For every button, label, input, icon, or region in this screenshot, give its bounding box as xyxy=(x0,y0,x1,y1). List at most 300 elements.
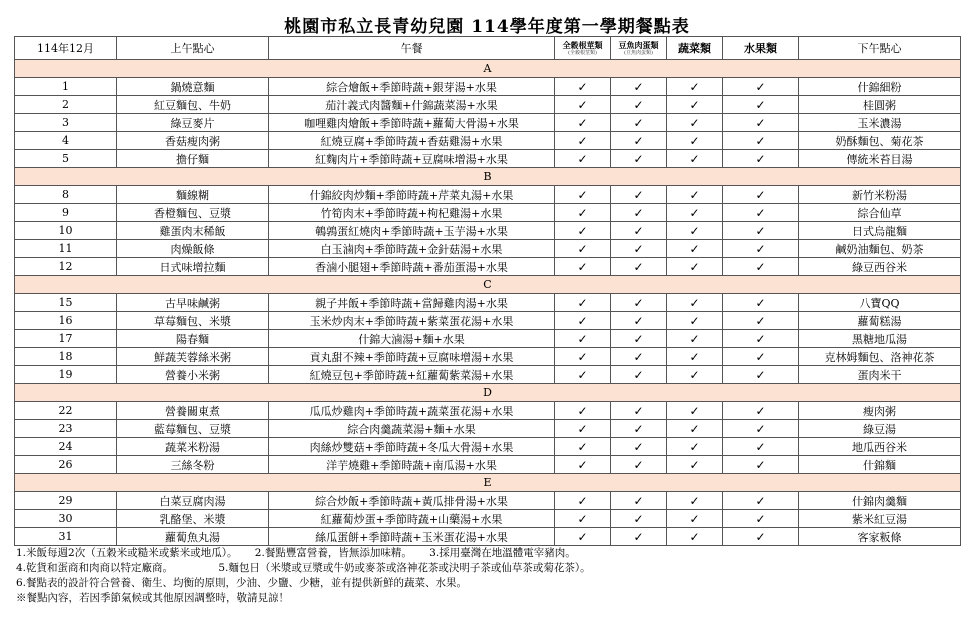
check-icon: ✓ xyxy=(755,115,766,130)
vegetable-cell xyxy=(667,294,723,312)
check-icon: ✓ xyxy=(689,151,700,166)
whole-grain-cell xyxy=(555,348,611,366)
check-icon: ✓ xyxy=(577,421,588,436)
day-number: 29 xyxy=(15,492,117,510)
whole-grain-cell xyxy=(555,420,611,438)
vegetable-cell xyxy=(667,528,723,546)
check-icon: ✓ xyxy=(689,421,700,436)
whole-grain-cell xyxy=(555,294,611,312)
protein-cell xyxy=(611,150,667,168)
day-number: 23 xyxy=(15,420,117,438)
note-5: 5.麵包日（米漿或豆漿或牛奶或麥茶或洛神花茶或決明子茶或仙草茶或菊花茶）。 xyxy=(218,562,591,574)
pm-snack-cell: 傳統米苔目湯 xyxy=(799,150,961,168)
day-number: 26 xyxy=(15,456,117,474)
check-icon: ✓ xyxy=(577,493,588,508)
check-icon: ✓ xyxy=(755,493,766,508)
lunch-cell: 玉米炒肉末+季節時蔬+紫菜蛋花湯+水果 xyxy=(269,312,555,330)
vegetable-cell xyxy=(667,132,723,150)
check-icon: ✓ xyxy=(689,115,700,130)
check-icon: ✓ xyxy=(689,403,700,418)
am-snack-cell: 陽春麵 xyxy=(117,330,269,348)
check-icon: ✓ xyxy=(689,187,700,202)
day-number: 18 xyxy=(15,348,117,366)
am-snack-cell: 鮮蔬芙蓉絲米粥 xyxy=(117,348,269,366)
protein-cell xyxy=(611,510,667,528)
notes-line-4 xyxy=(16,591,966,606)
header-row xyxy=(15,37,961,60)
fruit-cell xyxy=(723,330,799,348)
lunch-cell: 洋芋燒雞+季節時蔬+南瓜湯+水果 xyxy=(269,456,555,474)
day-number: 9 xyxy=(15,204,117,222)
header-pm-snack: 下午點心 xyxy=(799,37,961,60)
check-icon: ✓ xyxy=(577,457,588,472)
vegetable-cell xyxy=(667,222,723,240)
protein-cell xyxy=(611,492,667,510)
check-icon: ✓ xyxy=(689,241,700,256)
protein-cell xyxy=(611,204,667,222)
page-title: 桃園市私立長青幼兒園 114學年度第一學期餐點表 xyxy=(284,17,690,37)
vegetable-cell xyxy=(667,420,723,438)
vegetable-cell xyxy=(667,438,723,456)
check-icon: ✓ xyxy=(577,79,588,94)
fruit-cell xyxy=(723,258,799,276)
am-snack-cell: 鍋燒意麵 xyxy=(117,78,269,96)
protein-cell xyxy=(611,96,667,114)
protein-cell xyxy=(611,528,667,546)
lunch-cell: 紅燒豆腐+季節時蔬+香菇雞湯+水果 xyxy=(269,132,555,150)
am-snack-cell: 綠豆麥片 xyxy=(117,114,269,132)
pm-snack-cell: 玉米濃湯 xyxy=(799,114,961,132)
am-snack-cell: 營養小米粥 xyxy=(117,366,269,384)
day-number: 17 xyxy=(15,330,117,348)
day-number: 19 xyxy=(15,366,117,384)
lunch-cell: 肉絲炒雙菇+季節時蔬+冬瓜大骨湯+水果 xyxy=(269,438,555,456)
day-number: 2 xyxy=(15,96,117,114)
day-number: 8 xyxy=(15,186,117,204)
header-month: 114年12月 xyxy=(15,37,117,60)
check-icon: ✓ xyxy=(755,403,766,418)
check-icon: ✓ xyxy=(755,187,766,202)
note-3: 3.採用臺灣在地溫體電宰豬肉。 xyxy=(429,547,576,559)
lunch-cell: 竹筍肉末+季節時蔬+枸杞雞湯+水果 xyxy=(269,204,555,222)
week-label: D xyxy=(15,384,961,402)
check-icon: ✓ xyxy=(755,97,766,112)
check-icon: ✓ xyxy=(755,295,766,310)
check-icon: ✓ xyxy=(577,97,588,112)
check-icon: ✓ xyxy=(755,457,766,472)
lunch-cell: 什錦絞肉炒麵+季節時蔬+芹菜丸湯+水果 xyxy=(269,186,555,204)
day-number: 10 xyxy=(15,222,117,240)
week-row xyxy=(15,60,961,78)
fruit-cell xyxy=(723,132,799,150)
check-icon: ✓ xyxy=(755,259,766,274)
check-icon: ✓ xyxy=(577,439,588,454)
week-row xyxy=(15,168,961,186)
vegetable-cell xyxy=(667,258,723,276)
vegetable-cell xyxy=(667,330,723,348)
check-icon: ✓ xyxy=(633,295,644,310)
check-icon: ✓ xyxy=(577,367,588,382)
check-icon: ✓ xyxy=(633,187,644,202)
check-icon: ✓ xyxy=(755,151,766,166)
check-icon: ✓ xyxy=(577,115,588,130)
day-row xyxy=(15,150,961,168)
lunch-cell: 白玉滷肉+季節時蔬+金針菇湯+水果 xyxy=(269,240,555,258)
vegetable-cell xyxy=(667,312,723,330)
vegetable-cell xyxy=(667,78,723,96)
check-icon: ✓ xyxy=(577,313,588,328)
lunch-cell: 香滷小腿翅+季節時蔬+番茄蛋湯+水果 xyxy=(269,258,555,276)
pm-snack-cell: 桂圓粥 xyxy=(799,96,961,114)
check-icon: ✓ xyxy=(755,529,766,544)
fruit-cell xyxy=(723,528,799,546)
header-whole-grain-note: (全穀根莖類) xyxy=(568,50,597,56)
whole-grain-cell xyxy=(555,528,611,546)
am-snack-cell: 香橙麵包、豆漿 xyxy=(117,204,269,222)
protein-cell xyxy=(611,348,667,366)
lunch-cell: 綜合燴飯+季節時蔬+銀芽湯+水果 xyxy=(269,78,555,96)
check-icon: ✓ xyxy=(689,511,700,526)
fruit-cell xyxy=(723,294,799,312)
protein-cell xyxy=(611,258,667,276)
fruit-cell xyxy=(723,240,799,258)
day-row xyxy=(15,78,961,96)
check-icon: ✓ xyxy=(633,367,644,382)
header-whole-grain-label: 全穀根莖類 xyxy=(562,40,603,50)
pm-snack-cell: 日式烏龍麵 xyxy=(799,222,961,240)
check-icon: ✓ xyxy=(577,295,588,310)
note-4: 4.乾貨和蛋商和肉商以特定廠商。 xyxy=(16,562,174,574)
vegetable-cell xyxy=(667,492,723,510)
pm-snack-cell: 紫米紅豆湯 xyxy=(799,510,961,528)
check-icon: ✓ xyxy=(755,205,766,220)
check-icon: ✓ xyxy=(689,493,700,508)
day-number: 3 xyxy=(15,114,117,132)
check-icon: ✓ xyxy=(689,313,700,328)
whole-grain-cell xyxy=(555,186,611,204)
check-icon: ✓ xyxy=(633,439,644,454)
day-row xyxy=(15,492,961,510)
check-icon: ✓ xyxy=(633,457,644,472)
note-7: ※餐點內容，若因季節氣候或其他原因調整時，敬請見諒！ xyxy=(16,592,289,604)
pm-snack-cell: 鹹奶油麵包、奶茶 xyxy=(799,240,961,258)
header-protein xyxy=(611,37,667,60)
pm-snack-cell: 黑糖地瓜湯 xyxy=(799,330,961,348)
protein-cell xyxy=(611,294,667,312)
pm-snack-cell: 什錦肉羹麵 xyxy=(799,492,961,510)
vegetable-cell xyxy=(667,204,723,222)
pm-snack-cell: 新竹米粉湯 xyxy=(799,186,961,204)
check-icon: ✓ xyxy=(633,511,644,526)
check-icon: ✓ xyxy=(689,259,700,274)
fruit-cell xyxy=(723,186,799,204)
lunch-cell: 絲瓜蛋餅+季節時蔬+玉米蛋花湯+水果 xyxy=(269,528,555,546)
day-row xyxy=(15,330,961,348)
check-icon: ✓ xyxy=(689,439,700,454)
check-icon: ✓ xyxy=(577,403,588,418)
protein-cell xyxy=(611,330,667,348)
whole-grain-cell xyxy=(555,456,611,474)
day-row xyxy=(15,204,961,222)
week-label: E xyxy=(15,474,961,492)
day-row xyxy=(15,510,961,528)
day-row xyxy=(15,240,961,258)
day-row xyxy=(15,294,961,312)
check-icon: ✓ xyxy=(577,511,588,526)
whole-grain-cell xyxy=(555,204,611,222)
fruit-cell xyxy=(723,366,799,384)
check-icon: ✓ xyxy=(755,421,766,436)
lunch-cell: 鵪鶉蛋紅燒肉+季節時蔬+玉芋湯+水果 xyxy=(269,222,555,240)
whole-grain-cell xyxy=(555,402,611,420)
fruit-cell xyxy=(723,438,799,456)
protein-cell xyxy=(611,114,667,132)
check-icon: ✓ xyxy=(689,97,700,112)
lunch-cell: 貢丸甜不辣+季節時蔬+豆腐味增湯+水果 xyxy=(269,348,555,366)
check-icon: ✓ xyxy=(577,133,588,148)
whole-grain-cell xyxy=(555,366,611,384)
note-2: 2.餐點豐富營養，皆無添加味精。 xyxy=(254,547,412,559)
pm-snack-cell: 綜合仙草 xyxy=(799,204,961,222)
check-icon: ✓ xyxy=(755,241,766,256)
protein-cell xyxy=(611,78,667,96)
day-row xyxy=(15,366,961,384)
fruit-cell xyxy=(723,222,799,240)
day-row xyxy=(15,114,961,132)
check-icon: ✓ xyxy=(633,151,644,166)
whole-grain-cell xyxy=(555,492,611,510)
menu-body xyxy=(15,60,961,546)
day-number: 11 xyxy=(15,240,117,258)
notes-line-1 xyxy=(16,546,966,561)
pm-snack-cell: 綠豆湯 xyxy=(799,420,961,438)
day-number: 24 xyxy=(15,438,117,456)
check-icon: ✓ xyxy=(633,223,644,238)
whole-grain-cell xyxy=(555,114,611,132)
lunch-cell: 紅麴肉片+季節時蔬+豆腐味增湯+水果 xyxy=(269,150,555,168)
day-row xyxy=(15,348,961,366)
am-snack-cell: 香菇瘦肉粥 xyxy=(117,132,269,150)
header-whole-grain xyxy=(555,37,611,60)
vegetable-cell xyxy=(667,96,723,114)
fruit-cell xyxy=(723,150,799,168)
am-snack-cell: 乳酪堡、米漿 xyxy=(117,510,269,528)
day-number: 1 xyxy=(15,78,117,96)
day-number: 15 xyxy=(15,294,117,312)
lunch-cell: 瓜瓜炒雞肉+季節時蔬+蔬菜蛋花湯+水果 xyxy=(269,402,555,420)
day-number: 12 xyxy=(15,258,117,276)
day-row xyxy=(15,132,961,150)
week-label: A xyxy=(15,60,961,78)
whole-grain-cell xyxy=(555,78,611,96)
check-icon: ✓ xyxy=(633,421,644,436)
vegetable-cell xyxy=(667,186,723,204)
protein-cell xyxy=(611,438,667,456)
protein-cell xyxy=(611,402,667,420)
check-icon: ✓ xyxy=(755,223,766,238)
check-icon: ✓ xyxy=(633,529,644,544)
am-snack-cell: 蔬菜米粉湯 xyxy=(117,438,269,456)
week-row xyxy=(15,384,961,402)
check-icon: ✓ xyxy=(633,241,644,256)
check-icon: ✓ xyxy=(633,115,644,130)
lunch-cell: 親子丼飯+季節時蔬+當歸雞肉湯+水果 xyxy=(269,294,555,312)
day-row xyxy=(15,96,961,114)
check-icon: ✓ xyxy=(755,313,766,328)
lunch-cell: 紅燒豆包+季節時蔬+紅蘿蔔紫菜湯+水果 xyxy=(269,366,555,384)
header-vegetable: 蔬菜類 xyxy=(667,37,723,60)
am-snack-cell: 擔仔麵 xyxy=(117,150,269,168)
lunch-cell: 紅蘿蔔炒蛋+季節時蔬+山藥湯+水果 xyxy=(269,510,555,528)
check-icon: ✓ xyxy=(689,457,700,472)
protein-cell xyxy=(611,186,667,204)
header-lunch: 午餐 xyxy=(269,37,555,60)
check-icon: ✓ xyxy=(755,511,766,526)
pm-snack-cell: 綠豆西谷米 xyxy=(799,258,961,276)
pm-snack-cell: 克林姆麵包、洛神花茶 xyxy=(799,348,961,366)
whole-grain-cell xyxy=(555,330,611,348)
check-icon: ✓ xyxy=(577,331,588,346)
day-row xyxy=(15,402,961,420)
day-row xyxy=(15,456,961,474)
whole-grain-cell xyxy=(555,510,611,528)
lunch-cell: 什錦大滷湯+麵+水果 xyxy=(269,330,555,348)
notes-line-2 xyxy=(16,561,966,576)
pm-snack-cell: 蘿蔔糕湯 xyxy=(799,312,961,330)
am-snack-cell: 三絲冬粉 xyxy=(117,456,269,474)
check-icon: ✓ xyxy=(577,529,588,544)
check-icon: ✓ xyxy=(633,313,644,328)
week-row xyxy=(15,474,961,492)
fruit-cell xyxy=(723,510,799,528)
protein-cell xyxy=(611,222,667,240)
vegetable-cell xyxy=(667,348,723,366)
am-snack-cell: 草莓麵包、米漿 xyxy=(117,312,269,330)
menu-table xyxy=(14,36,961,546)
protein-cell xyxy=(611,366,667,384)
am-snack-cell: 白菜豆腐肉湯 xyxy=(117,492,269,510)
check-icon: ✓ xyxy=(577,259,588,274)
check-icon: ✓ xyxy=(633,205,644,220)
am-snack-cell: 肉燥飯條 xyxy=(117,240,269,258)
check-icon: ✓ xyxy=(577,187,588,202)
check-icon: ✓ xyxy=(755,331,766,346)
check-icon: ✓ xyxy=(633,133,644,148)
check-icon: ✓ xyxy=(755,367,766,382)
check-icon: ✓ xyxy=(689,133,700,148)
check-icon: ✓ xyxy=(577,205,588,220)
check-icon: ✓ xyxy=(689,367,700,382)
check-icon: ✓ xyxy=(577,349,588,364)
check-icon: ✓ xyxy=(633,79,644,94)
check-icon: ✓ xyxy=(633,493,644,508)
check-icon: ✓ xyxy=(633,331,644,346)
check-icon: ✓ xyxy=(689,349,700,364)
note-1: 1.米飯每週2次（五穀米或糙米或紫米或地瓜）。 xyxy=(16,547,238,559)
pm-snack-cell: 地瓜西谷米 xyxy=(799,438,961,456)
check-icon: ✓ xyxy=(633,97,644,112)
whole-grain-cell xyxy=(555,96,611,114)
notes-line-3 xyxy=(16,576,966,591)
check-icon: ✓ xyxy=(633,259,644,274)
day-row xyxy=(15,528,961,546)
pm-snack-cell: 八寶QQ xyxy=(799,294,961,312)
whole-grain-cell xyxy=(555,438,611,456)
check-icon: ✓ xyxy=(755,133,766,148)
check-icon: ✓ xyxy=(689,205,700,220)
whole-grain-cell xyxy=(555,312,611,330)
fruit-cell xyxy=(723,420,799,438)
protein-cell xyxy=(611,312,667,330)
vegetable-cell xyxy=(667,240,723,258)
day-row xyxy=(15,258,961,276)
protein-cell xyxy=(611,240,667,258)
check-icon: ✓ xyxy=(755,439,766,454)
am-snack-cell: 日式味增拉麵 xyxy=(117,258,269,276)
week-label: B xyxy=(15,168,961,186)
vegetable-cell xyxy=(667,150,723,168)
header-protein-label: 豆魚肉蛋類 xyxy=(618,40,659,50)
protein-cell xyxy=(611,420,667,438)
check-icon: ✓ xyxy=(755,79,766,94)
pm-snack-cell: 奶酥麵包、菊花茶 xyxy=(799,132,961,150)
day-number: 31 xyxy=(15,528,117,546)
lunch-cell: 綜合肉羹蔬菜湯+麵+水果 xyxy=(269,420,555,438)
am-snack-cell: 古早味鹹粥 xyxy=(117,294,269,312)
fruit-cell xyxy=(723,312,799,330)
day-row xyxy=(15,222,961,240)
protein-cell xyxy=(611,456,667,474)
fruit-cell xyxy=(723,78,799,96)
day-number: 5 xyxy=(15,150,117,168)
check-icon: ✓ xyxy=(577,151,588,166)
am-snack-cell: 雞蛋肉末稀飯 xyxy=(117,222,269,240)
header-protein-note: (豆魚肉蛋類) xyxy=(624,50,653,56)
vegetable-cell xyxy=(667,510,723,528)
day-number: 30 xyxy=(15,510,117,528)
day-row xyxy=(15,186,961,204)
day-row xyxy=(15,312,961,330)
check-icon: ✓ xyxy=(689,331,700,346)
pm-snack-cell: 什錦細粉 xyxy=(799,78,961,96)
pm-snack-cell: 客家粄條 xyxy=(799,528,961,546)
am-snack-cell: 蘿蔔魚丸湯 xyxy=(117,528,269,546)
fruit-cell xyxy=(723,348,799,366)
check-icon: ✓ xyxy=(577,241,588,256)
protein-cell xyxy=(611,132,667,150)
vegetable-cell xyxy=(667,366,723,384)
week-label: C xyxy=(15,276,961,294)
header-fruit: 水果類 xyxy=(723,37,799,60)
day-row xyxy=(15,438,961,456)
am-snack-cell: 麵線糊 xyxy=(117,186,269,204)
whole-grain-cell xyxy=(555,222,611,240)
vegetable-cell xyxy=(667,114,723,132)
notes xyxy=(16,546,966,606)
week-row xyxy=(15,276,961,294)
lunch-cell: 茄汁義式肉醬麵+什錦蔬菜湯+水果 xyxy=(269,96,555,114)
lunch-cell: 綜合炒飯+季節時蔬+黃瓜排骨湯+水果 xyxy=(269,492,555,510)
pm-snack-cell: 什錦麵 xyxy=(799,456,961,474)
fruit-cell xyxy=(723,204,799,222)
header-am-snack: 上午點心 xyxy=(117,37,269,60)
whole-grain-cell xyxy=(555,240,611,258)
check-icon: ✓ xyxy=(689,295,700,310)
day-number: 4 xyxy=(15,132,117,150)
day-number: 22 xyxy=(15,402,117,420)
pm-snack-cell: 瘦肉粥 xyxy=(799,402,961,420)
whole-grain-cell xyxy=(555,150,611,168)
